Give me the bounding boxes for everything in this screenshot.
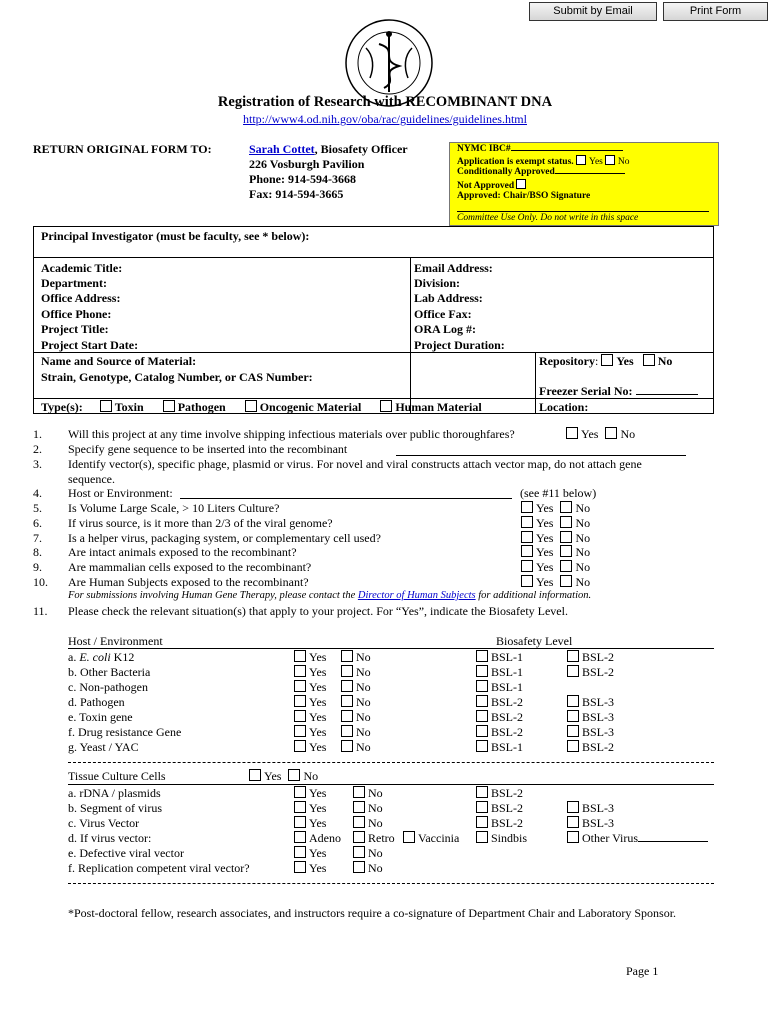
- host-bsl-b-checkbox[interactable]: [567, 710, 579, 722]
- q10-number: 10.: [33, 575, 48, 589]
- tissue-bsl-a: BSL-2: [476, 816, 523, 831]
- tissue-opt2: No: [353, 801, 383, 816]
- host-row-options: Yes: [294, 650, 326, 665]
- contact-role: , Biosafety Officer: [314, 142, 408, 156]
- q3-number: 3.: [33, 457, 42, 471]
- academic-title-field[interactable]: Academic Title:: [41, 261, 123, 275]
- q9-text: Are mammalian cells exposed to the recombinant?: [68, 560, 312, 574]
- q1-text: Will this project at any time involve shipping infectious materials over public thoroughfares?: [68, 427, 515, 441]
- tissue-opt3: Vaccinia: [403, 831, 459, 846]
- host-bsl-a: BSL-1: [476, 680, 523, 695]
- tissue-opt1-checkbox[interactable]: [294, 816, 306, 828]
- host-row-label: g. Yeast / YAC: [68, 740, 139, 754]
- q5-number: 5.: [33, 501, 42, 515]
- repository-field: Repository: Yes No: [539, 354, 673, 368]
- host-header: Host / Environment: [68, 634, 163, 648]
- tissue-row-label: e. Defective viral vector: [68, 846, 184, 860]
- host-bsl-a: BSL-2: [476, 725, 523, 740]
- page-number: Page 1: [626, 964, 659, 978]
- host-yes-checkbox[interactable]: [294, 680, 306, 692]
- tissue-opt1-checkbox[interactable]: [294, 861, 306, 873]
- q6-text: If virus source, is it more than 2/3 of the viral genome?: [68, 516, 333, 530]
- approval-signature: Approved: Chair/BSO Signature: [457, 191, 591, 201]
- q2-answer-line[interactable]: [396, 455, 686, 456]
- office-fax-field[interactable]: Office Fax:: [414, 307, 472, 321]
- location-field[interactable]: Location:: [539, 400, 589, 414]
- bsl-header: Biosafety Level: [496, 634, 573, 648]
- q6-options: Yes No: [521, 516, 590, 531]
- freezer-serial-field[interactable]: Freezer Serial No:: [539, 384, 698, 399]
- tissue-opt1: Yes: [294, 786, 326, 801]
- strain-field[interactable]: Strain, Genotype, Catalog Number, or CAS Number:: [41, 370, 313, 384]
- tissue-row-label: d. If virus vector:: [68, 831, 152, 845]
- host-bsl-a-checkbox[interactable]: [476, 710, 488, 722]
- q5-yes-checkbox[interactable]: [521, 501, 533, 513]
- tissue-opt1: Yes: [294, 846, 326, 861]
- tissue-opt2: Retro: [353, 831, 395, 846]
- host-yes-checkbox[interactable]: [294, 695, 306, 707]
- tissue-row-label: f. Replication competent viral vector?: [68, 861, 250, 875]
- contact-address: 226 Vosburgh Pavilion: [249, 157, 365, 171]
- tissue-opt2-checkbox[interactable]: [353, 786, 365, 798]
- q10-yes-checkbox[interactable]: [521, 575, 533, 587]
- tissue-row-label: c. Virus Vector: [68, 816, 140, 830]
- host-yes-checkbox[interactable]: [294, 725, 306, 737]
- host-bsl-b: BSL-3: [567, 725, 614, 740]
- type-pathogen-checkbox[interactable]: [163, 400, 175, 412]
- tissue-row-label: b. Segment of virus: [68, 801, 162, 815]
- host-row-label: a. E. coli K12: [68, 650, 135, 664]
- host-row-label: b. Other Bacteria: [68, 665, 151, 679]
- tissue-bsl-b-checkbox[interactable]: [567, 831, 579, 843]
- division-field[interactable]: Division:: [414, 276, 461, 290]
- q2-text: Specify gene sequence to be inserted into the recombinant: [68, 442, 348, 456]
- duration-field[interactable]: Project Duration:: [414, 338, 505, 352]
- return-label: RETURN ORIGINAL FORM TO:: [33, 142, 212, 156]
- q1-yes-checkbox[interactable]: [566, 427, 578, 439]
- q7-number: 7.: [33, 531, 42, 545]
- host-row-options: Yes: [294, 725, 326, 740]
- host-bsl-a-checkbox[interactable]: [476, 680, 488, 692]
- q1-no-checkbox[interactable]: [605, 427, 617, 439]
- tissue-opt1: Yes: [294, 861, 326, 876]
- office-phone-field[interactable]: Office Phone:: [41, 307, 112, 321]
- q3-text: Identify vector(s), specific phage, plasmid or virus. For novel and viral constructs attach vector map, do not attach gene: [68, 457, 642, 471]
- footnote: *Post-doctoral fellow, research associates, and instructors require a co-signature of Department Chair and Laboratory Sponsor.: [68, 906, 677, 920]
- q8-yes-checkbox[interactable]: [521, 545, 533, 557]
- host-bsl-a: BSL-2: [476, 695, 523, 710]
- host-bsl-a: BSL-1: [476, 650, 523, 665]
- tissue-bsl-a: BSL-2: [476, 786, 523, 801]
- exempt-no-checkbox[interactable]: [605, 155, 615, 165]
- host-row-label: d. Pathogen: [68, 695, 125, 709]
- host-row-label: f. Drug resistance Gene: [68, 725, 182, 739]
- q8-number: 8.: [33, 545, 42, 559]
- tissue-opt1: Yes: [294, 801, 326, 816]
- tissue-opt1-checkbox[interactable]: [294, 801, 306, 813]
- host-bsl-a-checkbox[interactable]: [476, 725, 488, 737]
- tissue-opt2-checkbox[interactable]: [353, 846, 365, 858]
- start-date-field[interactable]: Project Start Date:: [41, 338, 139, 352]
- tissue-opt2: No: [353, 786, 383, 801]
- tissue-no-checkbox[interactable]: [288, 769, 300, 781]
- host-row-no: No: [341, 650, 371, 665]
- tissue-opt2-checkbox[interactable]: [353, 801, 365, 813]
- not-approved-checkbox[interactable]: [516, 179, 526, 189]
- host-bsl-b: BSL-3: [567, 710, 614, 725]
- type-oncogenic-checkbox[interactable]: [245, 400, 257, 412]
- host-bsl-b-checkbox[interactable]: [567, 650, 579, 662]
- q9-options: Yes No: [521, 560, 590, 575]
- type-toxin-checkbox[interactable]: [100, 400, 112, 412]
- q10-options: Yes No: [521, 575, 590, 590]
- host-row-no: No: [341, 740, 371, 755]
- q3-text-cont: sequence.: [68, 472, 115, 486]
- host-bsl-b: BSL-2: [567, 650, 614, 665]
- q5-options: Yes No: [521, 501, 590, 516]
- host-row-no: No: [341, 695, 371, 710]
- host-row-options: Yes: [294, 710, 326, 725]
- tissue-opt1: Yes: [294, 816, 326, 831]
- q8-options: Yes No: [521, 545, 590, 560]
- pi-label: Principal Investigator (must be faculty, see * below):: [41, 229, 310, 243]
- ora-log-field[interactable]: ORA Log #:: [414, 322, 477, 336]
- q6-no-checkbox[interactable]: [560, 516, 572, 528]
- tissue-bsl-b: BSL-3: [567, 816, 614, 831]
- host-row-options: Yes: [294, 665, 326, 680]
- tissue-opt1: Adeno: [294, 831, 341, 846]
- project-title-field[interactable]: Project Title:: [41, 322, 109, 336]
- nih-guidelines-link[interactable]: http://www4.od.nih.gov/oba/rac/guidelines/guidelines.html: [243, 112, 527, 126]
- tissue-row-label: a. rDNA / plasmids: [68, 786, 161, 800]
- host-bsl-b-checkbox[interactable]: [567, 725, 579, 737]
- tissue-opt1-checkbox[interactable]: [294, 831, 306, 843]
- contact-name-link[interactable]: Sarah Cottet: [249, 142, 315, 156]
- host-no-checkbox[interactable]: [341, 695, 353, 707]
- tissue-opt1-checkbox[interactable]: [294, 846, 306, 858]
- host-no-checkbox[interactable]: [341, 740, 353, 752]
- host-bsl-a: BSL-1: [476, 740, 523, 755]
- tissue-opt2: No: [353, 861, 383, 876]
- host-bsl-a: BSL-2: [476, 710, 523, 725]
- host-row-no: No: [341, 725, 371, 740]
- tissue-opt2-checkbox[interactable]: [353, 816, 365, 828]
- tissue-bsl-a: BSL-2: [476, 801, 523, 816]
- office-address-field[interactable]: Office Address:: [41, 291, 121, 305]
- conditional-approval: Conditionally Approved: [457, 167, 625, 177]
- tissue-opt2-checkbox[interactable]: [353, 831, 365, 843]
- host-bsl-a-checkbox[interactable]: [476, 695, 488, 707]
- tissue-bsl-a: Sindbis: [476, 831, 527, 846]
- repository-yes-checkbox[interactable]: [601, 354, 613, 366]
- contact-phone: Phone: 914-594-3668: [249, 172, 356, 186]
- host-row-no: No: [341, 680, 371, 695]
- host-yes-checkbox[interactable]: [294, 650, 306, 662]
- type-human-checkbox[interactable]: [380, 400, 392, 412]
- tissue-bsl-b-checkbox[interactable]: [567, 816, 579, 828]
- types-row: Type(s): Toxin Pathogen Oncogenic Material Human Material: [41, 400, 482, 414]
- tissue-bsl-a-checkbox[interactable]: [476, 786, 488, 798]
- host-row-no: No: [341, 665, 371, 680]
- host-bsl-b: BSL-3: [567, 695, 614, 710]
- q1-number: 1.: [33, 427, 42, 441]
- host-bsl-b: BSL-2: [567, 665, 614, 680]
- host-bsl-a-checkbox[interactable]: [476, 665, 488, 677]
- tissue-opt2: No: [353, 816, 383, 831]
- tissue-opt2-checkbox[interactable]: [353, 861, 365, 873]
- tissue-header: Tissue Culture Cells: [68, 769, 166, 783]
- not-approved: Not Approved: [457, 179, 529, 191]
- name-source-field[interactable]: Name and Source of Material:: [41, 354, 197, 368]
- host-bsl-b: BSL-2: [567, 740, 614, 755]
- q10-no-checkbox[interactable]: [560, 575, 572, 587]
- q4-see11: (see #11 below): [520, 486, 597, 500]
- ibc-number: NYMC IBC#: [457, 144, 623, 154]
- host-bsl-a: BSL-1: [476, 665, 523, 680]
- q8-text: Are intact animals exposed to the recombinant?: [68, 545, 297, 559]
- host-bsl-b-checkbox[interactable]: [567, 695, 579, 707]
- host-yes-checkbox[interactable]: [294, 665, 306, 677]
- exempt-status: Application is exempt status. Yes No: [457, 157, 630, 167]
- tissue-bsl-b: BSL-3: [567, 801, 614, 816]
- host-no-checkbox[interactable]: [341, 665, 353, 677]
- tissue-opt3-checkbox[interactable]: [403, 831, 415, 843]
- contact-line: [249, 142, 408, 157]
- host-bsl-a-checkbox[interactable]: [476, 650, 488, 662]
- host-bsl-b-checkbox[interactable]: [567, 740, 579, 752]
- tissue-bsl-a-checkbox[interactable]: [476, 816, 488, 828]
- q9-no-checkbox[interactable]: [560, 560, 572, 572]
- tissue-options: Yes No: [249, 769, 318, 784]
- host-row-label: e. Toxin gene: [68, 710, 133, 724]
- tissue-bsl-b: Other Virus: [567, 831, 708, 846]
- q6-number: 6.: [33, 516, 42, 530]
- q10-text: Are Human Subjects exposed to the recombinant?: [68, 575, 309, 589]
- contact-fax: Fax: 914-594-3665: [249, 187, 344, 201]
- submit-by-email-button[interactable]: Submit by Email: [529, 2, 657, 21]
- committee-box: [449, 142, 719, 226]
- q7-yes-checkbox[interactable]: [521, 531, 533, 543]
- q5-no-checkbox[interactable]: [560, 501, 572, 513]
- host-row-options: Yes: [294, 740, 326, 755]
- director-human-subjects-link[interactable]: Director of Human Subjects: [357, 590, 476, 601]
- print-form-button[interactable]: Print Form: [663, 2, 768, 21]
- tissue-bsl-a-checkbox[interactable]: [476, 801, 488, 813]
- host-no-checkbox[interactable]: [341, 710, 353, 722]
- host-no-checkbox[interactable]: [341, 725, 353, 737]
- department-field[interactable]: Department:: [41, 276, 107, 290]
- email-field[interactable]: Email Address:: [414, 261, 493, 275]
- repository-no-checkbox[interactable]: [643, 354, 655, 366]
- host-row-options: Yes: [294, 680, 326, 695]
- q9-number: 9.: [33, 560, 42, 574]
- tissue-opt2: No: [353, 846, 383, 861]
- q4-text: Host or Environment:: [68, 486, 173, 500]
- q1-options: Yes No: [566, 427, 635, 442]
- q8-no-checkbox[interactable]: [560, 545, 572, 557]
- q6-yes-checkbox[interactable]: [521, 516, 533, 528]
- exempt-yes-checkbox[interactable]: [576, 155, 586, 165]
- host-row-label: c. Non-pathogen: [68, 680, 148, 694]
- q11-number: 11.: [33, 604, 48, 618]
- gene-therapy-note: For submissions involving Human Gene Therapy, please contact the Director of Human Subjects for additional information.: [68, 590, 592, 601]
- tissue-opt1-checkbox[interactable]: [294, 786, 306, 798]
- lab-address-field[interactable]: Lab Address:: [414, 291, 483, 305]
- form-title: Registration of Research with RECOMBINANT DNA: [217, 94, 553, 110]
- host-yes-checkbox[interactable]: [294, 740, 306, 752]
- host-no-checkbox[interactable]: [341, 650, 353, 662]
- host-bsl-b-checkbox[interactable]: [567, 665, 579, 677]
- host-yes-checkbox[interactable]: [294, 710, 306, 722]
- q5-text: Is Volume Large Scale, > 10 Liters Culture?: [68, 501, 280, 515]
- tissue-yes-checkbox[interactable]: [249, 769, 261, 781]
- q9-yes-checkbox[interactable]: [521, 560, 533, 572]
- host-row-no: No: [341, 710, 371, 725]
- q7-text: Is a helper virus, packaging system, or complementary cell used?: [68, 531, 381, 545]
- q7-no-checkbox[interactable]: [560, 531, 572, 543]
- committee-note: Committee Use Only. Do not write in this space: [457, 213, 639, 223]
- q11-text: Please check the relevant situation(s) that apply to your project. For “Yes”, indicate the Biosafety Level.: [68, 604, 568, 618]
- tissue-bsl-b-checkbox[interactable]: [567, 801, 579, 813]
- host-bsl-a-checkbox[interactable]: [476, 740, 488, 752]
- host-no-checkbox[interactable]: [341, 680, 353, 692]
- host-row-options: Yes: [294, 695, 326, 710]
- q7-options: Yes No: [521, 531, 590, 546]
- q4-answer-line[interactable]: [180, 498, 512, 499]
- q2-number: 2.: [33, 442, 42, 456]
- tissue-bsl-a-checkbox[interactable]: [476, 831, 488, 843]
- q4-number: 4.: [33, 486, 42, 500]
